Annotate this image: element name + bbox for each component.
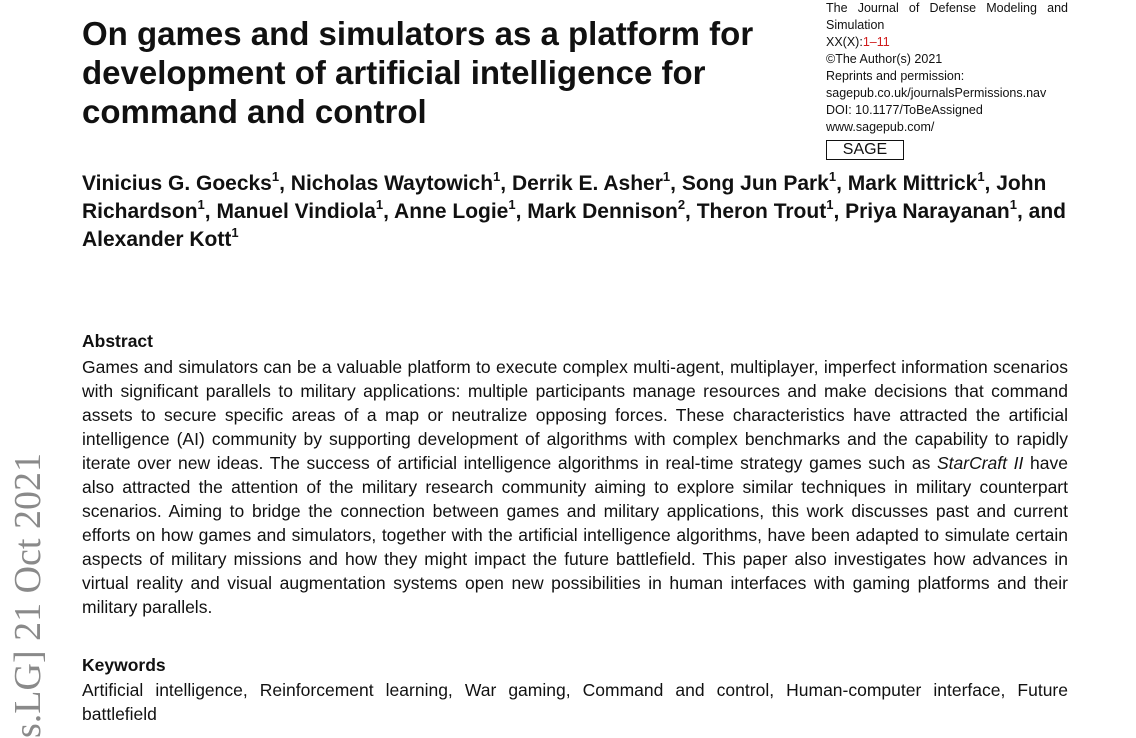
author-entry (82, 169, 291, 195)
author-affiliation-mark: 1 (662, 169, 671, 184)
abstract-heading: Abstract (82, 331, 153, 351)
page-range-link[interactable]: 1–11 (862, 35, 890, 49)
author-entry (527, 197, 697, 223)
author-separator: , (204, 200, 217, 223)
paper-title: On games and simulators as a platform for development of artificial intelligence for command and control (82, 15, 754, 130)
author-separator: , (833, 200, 846, 223)
author-entry (82, 225, 239, 251)
author-name: Mark Mittrick (847, 172, 978, 195)
author-affiliation-mark: 1 (828, 169, 837, 184)
author-entry (847, 169, 997, 195)
author-entry (696, 197, 846, 223)
author-affiliation-mark: 1 (375, 197, 384, 212)
author-separator: , (836, 172, 848, 195)
author-name: Manuel Vindiola (216, 200, 376, 223)
permissions-url: sagepub.co.uk/journalsPermissions.nav (826, 86, 1047, 100)
author-separator: , (500, 172, 512, 195)
author-name: John Richardson (82, 172, 1047, 223)
copyright-notice: ©The Author(s) 2021 (826, 52, 943, 66)
reprints-label: Reprints and permission: (826, 69, 965, 83)
journal-name: The Journal of Defense Modeling and (826, 1, 1068, 15)
author-separator: , and (1016, 200, 1066, 223)
author-affiliation-mark: 1 (197, 197, 205, 212)
author-separator: , (670, 172, 682, 195)
author-entry (845, 197, 1066, 223)
arxiv-stamp: s.LG] 21 Oct 2021 (7, 453, 49, 738)
keywords-heading: Keywords (82, 655, 166, 675)
author-entry (511, 169, 682, 195)
author-name: Mark Dennison (527, 200, 678, 223)
author-separator: , (515, 200, 528, 223)
author-affiliation-mark: 1 (826, 197, 834, 212)
author-entry (681, 169, 848, 195)
author-name: Theron Trout (696, 200, 827, 223)
abstract-text-part1: Games and simulators can be a valuable platform to execute complex multi-agent, multiplayer, imperfect information scenarios with significant parallels to military applications: multiple participants manage resources and make decisions that command assets to secure specific areas of a map or neutralize opposing forces. These characteristics have attracted the artificial intelligence (AI) community by supporting development of algorithms with complex benchmarks and the capability to rapidly iterate over new ideas. The success of artificial intelligence algorithms in real-time strategy games such as (82, 357, 1068, 473)
keywords-text: Artificial intelligence, Reinforcement learning, War gaming, Command and control, Human-computer interface, Future battlefield (82, 680, 1068, 724)
author-affiliation-mark: 2 (677, 197, 686, 212)
author-entry (216, 197, 395, 223)
author-affiliation-mark: 1 (271, 169, 280, 184)
abstract-game-title: StarCraft II (937, 453, 1024, 473)
publisher-website: www.sagepub.com/ (826, 120, 935, 134)
author-list (82, 170, 1082, 254)
author-name: Song Jun Park (681, 172, 829, 195)
author-name: Anne Logie (394, 200, 509, 223)
doi: DOI: 10.1177/ToBeAssigned (826, 103, 983, 117)
author-entry (394, 197, 528, 223)
abstract-text (82, 355, 1068, 619)
author-affiliation-mark: 1 (231, 225, 239, 240)
abstract-text-part2: have also attracted the attention of the military research community aiming to explore similar techniques in military counterpart scenarios. Aiming to bridge the connection between games and military applications, this work discusses past and current efforts on how games and simulators, together with the artificial intelligence algorithms, have been adapted to simulate certain aspects of military missions and how they might impact the future battlefield. This paper also investigates how advances in virtual reality and visual augmentation systems open new possibilities in human interfaces with gaming platforms and their military parallels. (82, 453, 1068, 617)
author-separator: , (383, 200, 395, 223)
author-name: Nicholas Waytowich (290, 172, 494, 195)
sage-logo: SAGE (826, 140, 904, 160)
journal-volume (826, 34, 1068, 51)
journal-info (826, 0, 1068, 136)
author-entry (290, 169, 512, 195)
journal-name-continued: Simulation (826, 18, 885, 32)
author-name: Priya Narayanan (845, 200, 1010, 223)
author-affiliation-mark: 1 (493, 169, 501, 184)
author-separator: , (685, 200, 697, 223)
author-separator: , (279, 172, 291, 195)
author-affiliation-mark: 1 (508, 197, 516, 212)
volume-prefix: XX(X): (826, 35, 863, 49)
author-affiliation-mark: 1 (977, 169, 985, 184)
author-name: Vinicius G. Goecks (82, 172, 272, 195)
author-affiliation-mark: 1 (1009, 197, 1017, 212)
author-name: Derrik E. Asher (511, 172, 663, 195)
author-name: Alexander Kott (82, 228, 232, 251)
author-separator: , (984, 172, 997, 195)
